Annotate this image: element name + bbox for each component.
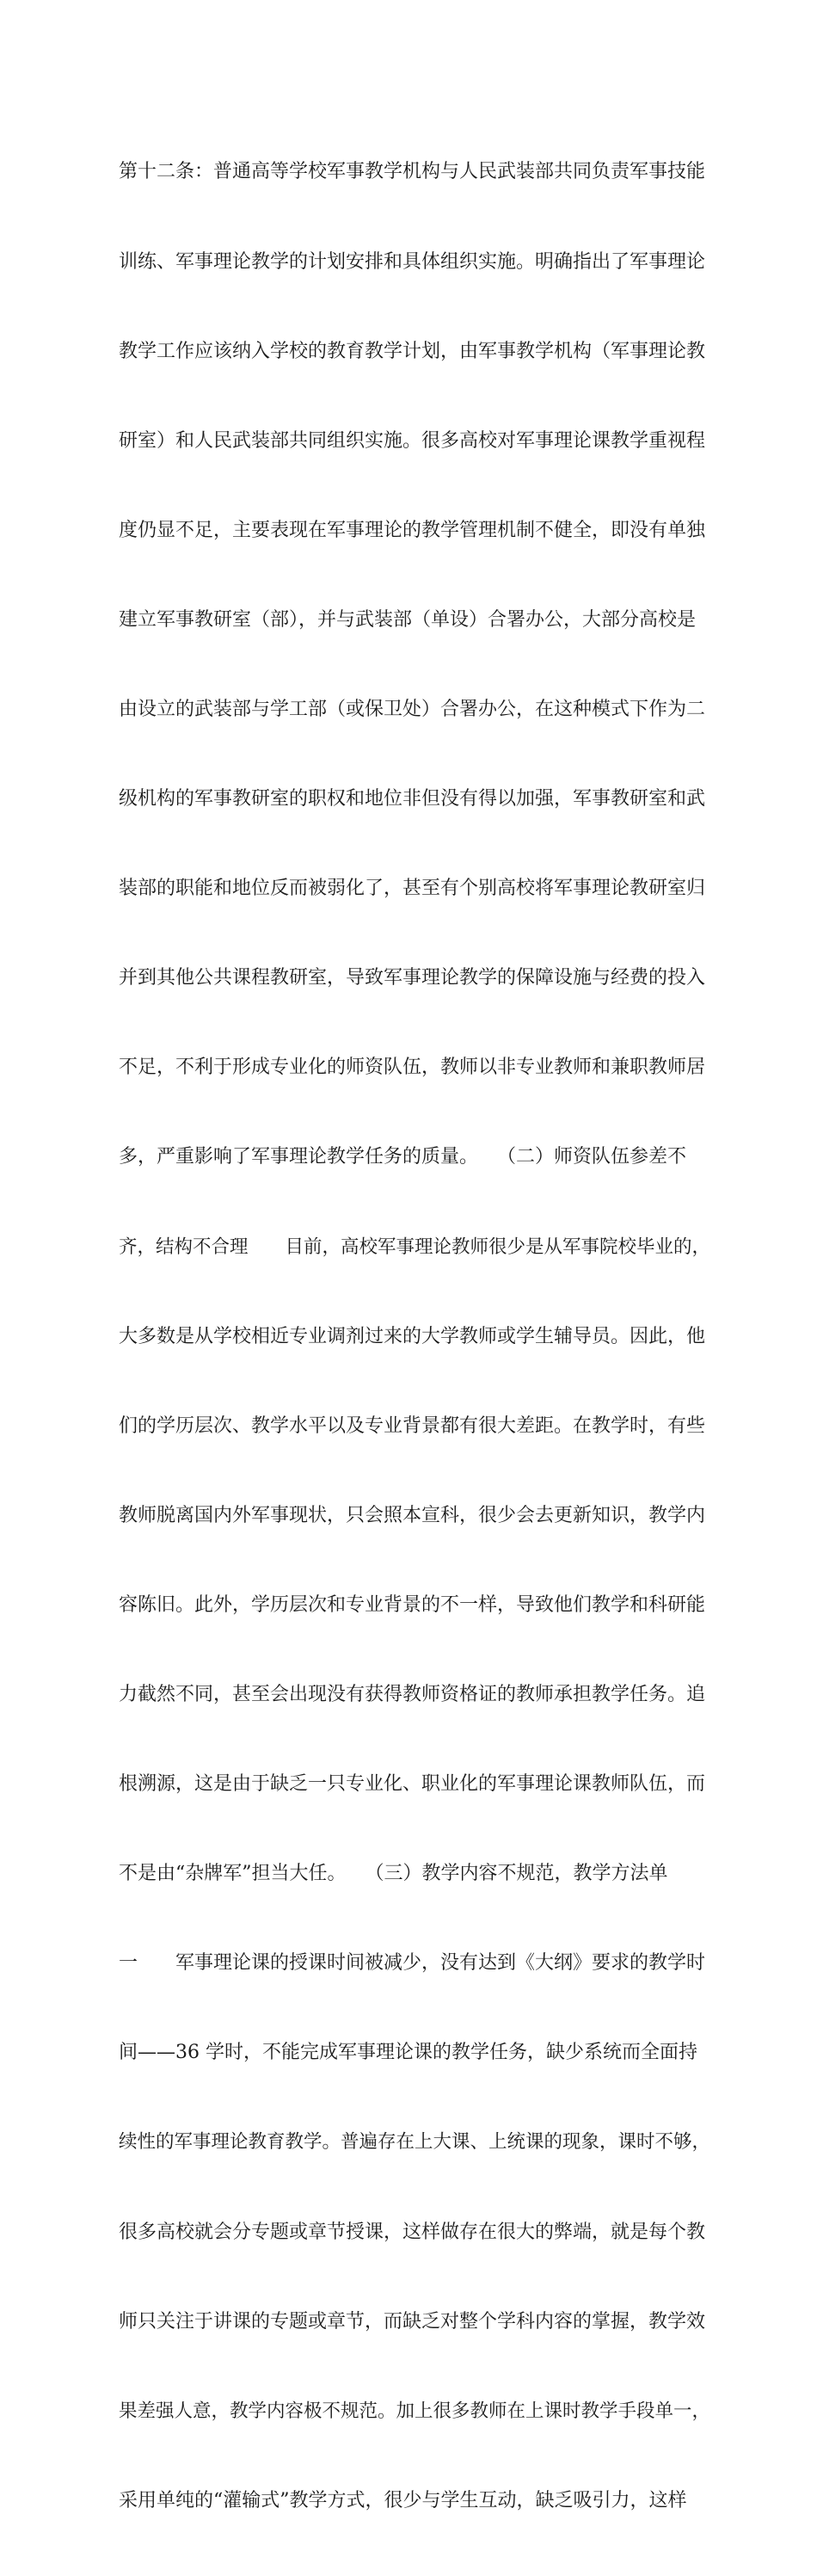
text-line: 一 军事理论课的授课时间被减少，没有达到《大纲》要求的教学时	[119, 1952, 706, 1975]
text-line: 续性的军事理论教育教学。普遍存在上大课、上统课的现象，课时不够，	[119, 2131, 711, 2154]
text-line: 容陈旧。此外，学历层次和专业背景的不一样，导致他们教学和科研能	[119, 1593, 706, 1616]
text-line: 力截然不同，甚至会出现没有获得教师资格证的教师承担教学任务。追	[119, 1684, 706, 1705]
text-line: 训练、军事理论教学的计划安排和具体组织实施。明确指出了军事理论	[119, 250, 706, 273]
text-line: 师只关注于讲课的专题或章节，而缺乏对整个学科内容的掌握，教学效	[119, 2310, 706, 2333]
text-line: 大多数是从学校相近专业调剂过来的大学教师或学生辅导员。因此，他	[119, 1325, 706, 1347]
text-line: 教师脱离国内外军事现状，只会照本宣科，很少会去更新知识，教学内	[119, 1504, 706, 1526]
text-line: 果差强人意，教学内容极不规范。加上很多教师在上课时教学手段单一，	[119, 2400, 711, 2422]
text-line: 间——36 学时，不能完成军事理论课的教学任务，缺少系统而全面持	[119, 2042, 697, 2064]
text-line: 级机构的军事教研室的职权和地位非但没有得以加强，军事教研室和武	[119, 788, 706, 810]
text-line: 多，严重影响了军事理论教学任务的质量。 （二）师资队伍参差不	[119, 1146, 687, 1168]
text-line: 们的学历层次、教学水平以及专业背景都有很大差距。在教学时，有些	[119, 1414, 706, 1437]
text-line: 齐，结构不合理 目前，高校军事理论教师很少是从军事院校毕业的，	[119, 1236, 711, 1258]
text-line: 不足，不利于形成专业化的师资队伍，教师以非专业教师和兼职教师居	[119, 1057, 706, 1079]
text-line: 由设立的武装部与学工部（或保卫处）合署办公，在这种模式下作为二	[119, 698, 706, 720]
text-line: 度仍显不足，主要表现在军事理论的教学管理机制不健全，即没有单独	[119, 519, 706, 541]
text-line: 采用单纯的“灌输式”教学方式，很少与学生互动，缺乏吸引力，这样	[119, 2489, 687, 2511]
text-line: 研室）和人民武装部共同组织实施。很多高校对军事理论课教学重视程	[119, 429, 706, 452]
body-paragraph	[119, 98, 712, 2576]
text-line: 不是由“杂牌军”担当大任。 （三）教学内容不规范，教学方法单	[119, 1863, 668, 1885]
text-line: 很多高校就会分专题或章节授课，这样做存在很大的弊端，就是每个教	[119, 2221, 706, 2243]
text-line: 并到其他公共课程教研室，导致军事理论教学的保障设施与经费的投入	[119, 967, 706, 989]
text-line: 第十二条：普通高等学校军事教学机构与人民武装部共同负责军事技能	[119, 161, 706, 183]
text-line: 装部的职能和地位反而被弱化了，甚至有个别高校将军事理论教研室归	[119, 878, 706, 900]
text-line: 建立军事教研室（部），并与武装部（单设）合署办公，大部分高校是	[119, 608, 697, 631]
text-line: 根溯源，这是由于缺乏一只专业化、职业化的军事理论课教师队伍，而	[119, 1773, 706, 1796]
text-line: 教学工作应该纳入学校的教育教学计划，由军事教学机构（军事理论教	[119, 340, 706, 362]
